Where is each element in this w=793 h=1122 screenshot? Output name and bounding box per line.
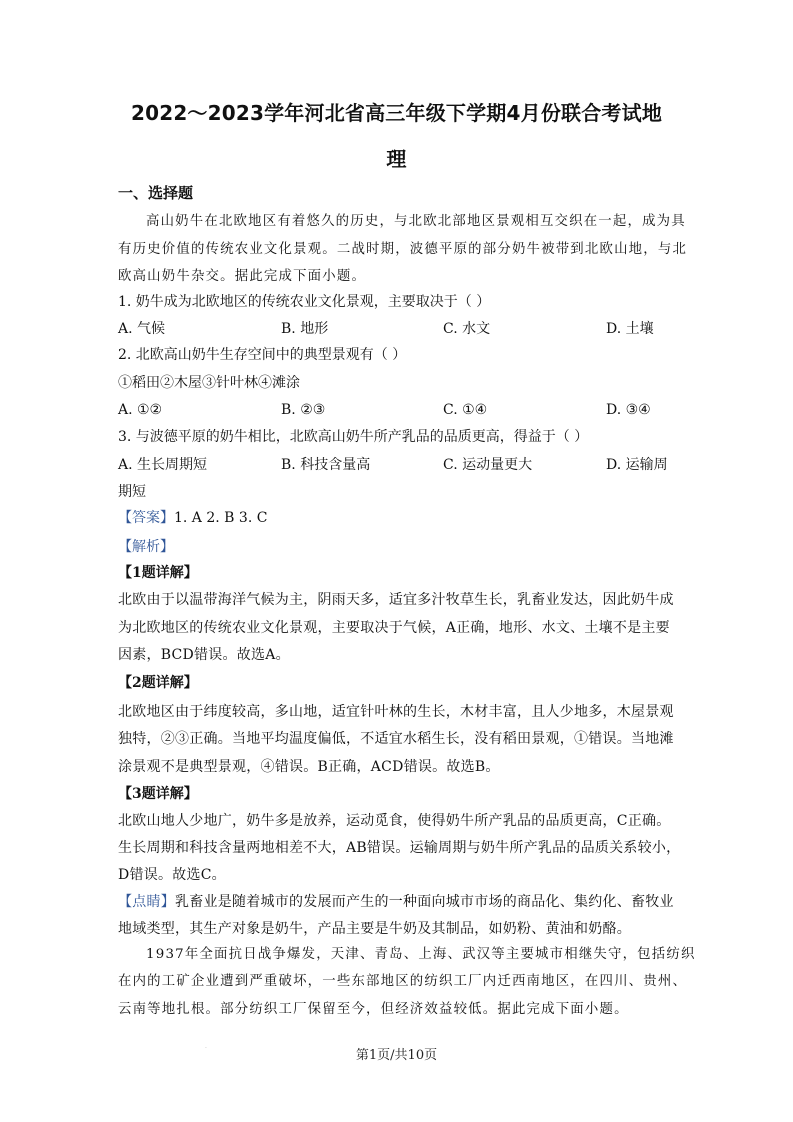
passage2-line: 1937年全面抗日战争爆发，天津、青岛、上海、武汉等主要城市相继失守，包括纺织 — [146, 947, 696, 962]
question-1-stem: 1. 奶牛成为北欧地区的传统农业文化景观，主要取决于（ ） — [118, 294, 491, 310]
detail-2-line: 北欧地区由于纬度较高，多山地，适宜针叶林的生长，木材丰富，且人少地多，木屋景观 — [118, 704, 674, 720]
question-3-option-d-wrap: 期短 — [118, 484, 146, 500]
page-title-line2: 理 — [386, 147, 407, 171]
passage2-line: 在内的工矿企业遭到严重破坏，一些东部地区的纺织工厂内迁西南地区，在四川、贵州、 — [118, 974, 688, 989]
detail-1-line: 为北欧地区的传统农业文化景观，主要取决于气候，A正确，地形、水文、土壤不是主要 — [118, 620, 670, 636]
passage1-line: 高山奶牛在北欧地区有着悠久的历史，与北欧北部地区景观相互交织在一起，成为具 — [146, 214, 686, 229]
option-b: B. 地形 — [281, 321, 329, 337]
passage1-line: 有历史价值的传统农业文化景观。二战时期，波德平原的部分奶牛被带到北欧山地，与北 — [118, 242, 688, 257]
option-b: B. ②③ — [281, 402, 326, 418]
detail-3-heading: 【3题详解】 — [118, 786, 198, 802]
tip-line-2: 地域类型，其生产对象是奶牛，产品主要是牛奶及其制品，如奶粉、黄油和奶酪。 — [118, 921, 631, 937]
detail-2-heading: 【2题详解】 — [118, 675, 198, 691]
option-d: D. 运输周 — [606, 457, 668, 473]
passage2-line: 云南等地扎根。部分纺织工厂保留至今，但经济效益较低。据此完成下面小题。 — [118, 1002, 629, 1017]
analysis-label: 【解析】 — [118, 539, 174, 555]
page-title-line1: 2022～2023学年河北省高三年级下学期4月份联合考试地 — [130, 101, 663, 125]
tip-label: 【点睛】 — [118, 894, 175, 910]
tip-line — [118, 892, 674, 912]
option-b: B. 科技含量高 — [281, 457, 371, 473]
question-3-stem: 3. 与波德平原的奶牛相比，北欧高山奶牛所产乳品的品质更高，得益于（ ） — [118, 429, 589, 445]
option-c: C. 水文 — [443, 321, 491, 337]
detail-3-line: 北欧山地人少地广，奶牛多是放养，运动觅食，使得奶牛所产乳品的品质更高，C正确。 — [118, 813, 671, 829]
option-a: A. 气候 — [118, 321, 166, 337]
passage1-line: 欧高山奶牛杂交。据此完成下面小题。 — [118, 269, 367, 284]
detail-1-heading: 【1题详解】 — [118, 565, 198, 581]
tip-text: 乳畜业是随着城市的发展而产生的一种面向城市市场的商品化、集约化、畜牧业 — [175, 894, 674, 910]
detail-2-line: 涂景观不是典型景观，④错误。B正确，ACD错误。故选B。 — [118, 759, 500, 775]
option-a: A. 生长周期短 — [118, 457, 208, 473]
option-d: D. ③④ — [606, 402, 651, 418]
section-heading: 一、选择题 — [118, 184, 194, 202]
answer-label: 【答案】 — [118, 510, 174, 526]
option-c: C. 运动量更大 — [443, 457, 533, 473]
answer-line — [118, 508, 267, 528]
page-footer: 第1页/共10页 — [355, 1048, 438, 1063]
question-2-stem: 2. 北欧高山奶牛生存空间中的典型景观有（ ） — [118, 347, 407, 363]
detail-3-line: 生长周期和科技含量两地相差不大，AB错误。运输周期与奶牛所产乳品的品质关系较小， — [118, 840, 681, 856]
option-c: C. ①④ — [443, 402, 488, 418]
option-d: D. 土壤 — [606, 321, 654, 337]
answer-text: 1. A 2. B 3. C — [174, 510, 268, 526]
question-3-options — [118, 455, 678, 475]
detail-1-line: 北欧由于以温带海洋气候为主，阴雨天多，适宜多汁牧草生长，乳畜业发达，因此奶牛成 — [118, 592, 674, 608]
option-a: A. ①② — [118, 402, 163, 418]
decorative-dot: · — [205, 1045, 207, 1052]
detail-1-line: 因素，BCD错误。故选A。 — [118, 647, 290, 663]
detail-3-line: D错误。故选C。 — [118, 867, 226, 883]
question-2-options — [118, 400, 678, 420]
question-1-options — [118, 319, 678, 339]
detail-2-line: 独特，②③正确。当地平均温度偏低，不适宜水稻生长，没有稻田景观，①错误。当地滩 — [118, 731, 674, 747]
question-2-choices: ①稻田②木屋③针叶林④滩涂 — [118, 375, 300, 391]
